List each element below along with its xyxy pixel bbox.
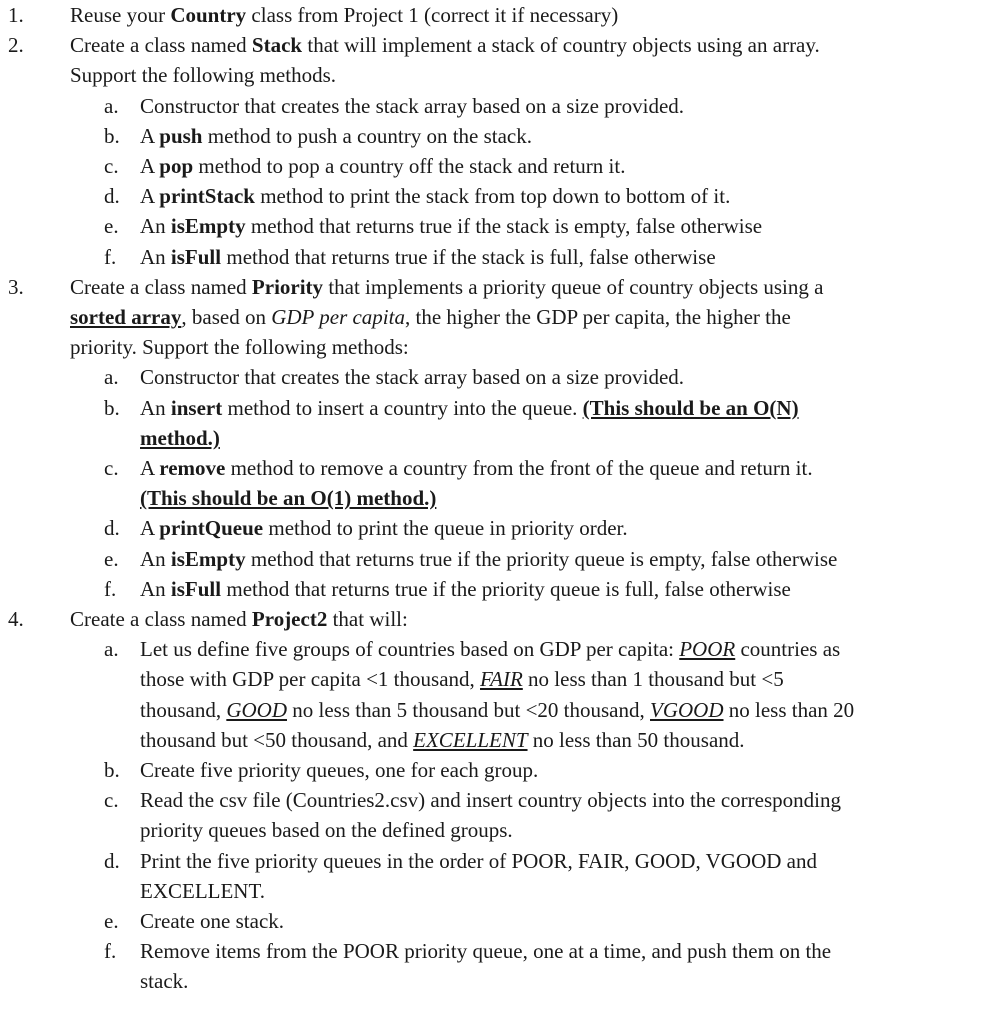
text-run: method to print the queue in priority order. xyxy=(263,516,628,541)
text-run: no less than 50 thousand. xyxy=(527,727,745,752)
line-text xyxy=(140,785,841,815)
text-run: method to remove a country from the front of the queue and return it. xyxy=(225,456,813,480)
text-run: Create a class named xyxy=(70,33,252,58)
text-run: Create one stack. xyxy=(140,909,285,933)
list-marker: a. xyxy=(104,365,119,390)
text-run: Constructor that creates the stack array based on a size provided. xyxy=(140,93,685,118)
text-run: thousand but <50 thousand, and xyxy=(140,727,414,752)
list-marker: e. xyxy=(104,214,119,239)
text-run: Read the csv file (Countries2.csv) and insert country objects into the corresponding xyxy=(140,788,841,813)
text-run: no less than 20 xyxy=(723,697,855,722)
line-text xyxy=(140,936,831,966)
list-marker: c. xyxy=(104,788,119,813)
text-run: priority. Support the following methods: xyxy=(70,335,409,360)
line-text xyxy=(140,755,538,785)
text-run: Reuse your xyxy=(70,3,171,27)
text-run: Create a class named xyxy=(70,274,252,299)
text-run: A xyxy=(140,516,160,541)
text-run: class from Project 1 (correct it if necessary) xyxy=(246,3,619,27)
text-run: that will implement a stack of country objects using an array. xyxy=(302,33,820,58)
line-text xyxy=(140,906,284,936)
bold-term: push xyxy=(159,123,203,148)
list-marker: f. xyxy=(104,939,117,964)
list-marker: 4. xyxy=(8,607,24,631)
line-text xyxy=(140,453,813,483)
bold-term: isFull xyxy=(170,576,222,601)
line-text xyxy=(70,0,618,30)
line-text xyxy=(140,513,628,543)
emphasis-note: (This should be an O(1) method.) xyxy=(140,486,437,511)
emphasis-note: (This should be an O(N) xyxy=(582,395,799,420)
line-text xyxy=(140,393,799,423)
text-run: method that returns true if the stack is full, false otherwise xyxy=(221,244,716,269)
line-text xyxy=(140,634,840,664)
line-text xyxy=(140,664,784,694)
line-text xyxy=(140,695,854,725)
text-run: method that returns true if the priority queue is empty, false otherwise xyxy=(245,546,838,571)
text-run: method that returns true if the priority queue is full, false otherwise xyxy=(221,576,791,601)
text-run: Create a class named xyxy=(70,607,252,631)
text-run: method to insert a country into the queue. xyxy=(222,395,583,420)
line-text xyxy=(140,242,716,272)
list-marker: d. xyxy=(104,184,120,209)
text-run: A xyxy=(140,456,160,480)
line-text xyxy=(140,846,817,876)
text-run: method to print the stack from top down to bottom of it. xyxy=(254,184,731,209)
list-marker: a. xyxy=(104,93,119,118)
bold-term: Priority xyxy=(251,274,324,299)
bold-term: pop xyxy=(159,154,194,178)
text-run: method to push a country on the stack. xyxy=(202,123,533,148)
list-marker: b. xyxy=(104,123,120,148)
line-text xyxy=(140,121,532,151)
line-text xyxy=(140,815,513,845)
list-marker: f. xyxy=(104,244,117,269)
text-run: Create five priority queues, one for each group. xyxy=(140,758,539,782)
line-text xyxy=(70,302,791,332)
bold-term: printStack xyxy=(159,184,255,209)
list-marker: e. xyxy=(104,546,119,571)
text-run: method that returns true if the stack is empty, false otherwise xyxy=(245,214,763,239)
text-run: A xyxy=(140,123,160,148)
bold-term: isFull xyxy=(170,244,222,269)
line-text xyxy=(140,966,188,996)
text-run: EXCELLENT. xyxy=(140,878,265,903)
list-marker: d. xyxy=(104,516,120,541)
list-marker: b. xyxy=(104,758,120,782)
emphasis-note: sorted array xyxy=(70,305,182,329)
emphasis-note: method.) xyxy=(140,425,220,450)
text-run: A xyxy=(140,184,160,209)
text-run: , based on xyxy=(181,305,272,329)
bold-term: isEmpty xyxy=(170,546,246,571)
text-run: An xyxy=(140,576,171,601)
text-run: method to pop a country off the stack and return it. xyxy=(193,154,626,178)
text-run: An xyxy=(140,244,171,269)
text-run: that will: xyxy=(327,607,408,631)
line-text xyxy=(70,30,820,60)
line-text xyxy=(140,483,436,513)
text-run: Print the five priority queues in the order of POOR, FAIR, GOOD, VGOOD and xyxy=(140,848,817,873)
line-text xyxy=(140,151,625,181)
text-run: those with GDP per capita <1 thousand, xyxy=(140,667,481,692)
line-text xyxy=(140,876,265,906)
list-marker: 2. xyxy=(8,33,24,58)
list-marker: f. xyxy=(104,576,117,601)
text-run: Support the following methods. xyxy=(70,63,336,88)
bold-term: Project2 xyxy=(251,607,328,631)
bold-term: Country xyxy=(170,3,247,27)
line-text xyxy=(70,604,408,634)
line-text xyxy=(140,423,220,453)
bold-term: isEmpty xyxy=(170,214,246,239)
line-text xyxy=(70,332,409,362)
list-marker: d. xyxy=(104,848,120,873)
line-text xyxy=(140,91,684,121)
list-marker: c. xyxy=(104,456,119,480)
text-run: Let us define five groups of countries based on GDP per capita: xyxy=(140,637,680,662)
text-run: no less than 1 thousand but <5 xyxy=(522,667,784,692)
text-run: A xyxy=(140,154,160,178)
line-text xyxy=(140,362,684,392)
group-name: POOR xyxy=(679,637,736,662)
text-run: Remove items from the POOR priority queue, one at a time, and push them on the xyxy=(140,939,832,964)
text-run: no less than 5 thousand but <20 thousand, xyxy=(287,697,650,722)
text-run: , the higher the GDP per capita, the higher the xyxy=(404,305,791,329)
line-text xyxy=(140,211,762,241)
line-text xyxy=(140,725,745,755)
text-run: countries as xyxy=(735,637,841,662)
text-run: priority queues based on the defined groups. xyxy=(140,818,513,843)
text-run: Constructor that creates the stack array based on a size provided. xyxy=(140,365,685,390)
line-text xyxy=(70,272,823,302)
text-run: thousand, xyxy=(140,697,227,722)
italic-term: GDP per capita xyxy=(271,305,405,329)
bold-term: printQueue xyxy=(159,516,264,541)
line-text xyxy=(140,181,730,211)
list-marker: e. xyxy=(104,909,119,933)
text-run: that implements a priority queue of country objects using a xyxy=(323,274,824,299)
group-name: FAIR xyxy=(480,667,523,692)
text-run: An xyxy=(140,546,171,571)
list-marker: 1. xyxy=(8,3,24,27)
bold-term: remove xyxy=(159,456,226,480)
list-marker: a. xyxy=(104,637,119,662)
group-name: VGOOD xyxy=(650,697,724,722)
line-text xyxy=(140,574,791,604)
list-marker: 3. xyxy=(8,274,24,299)
line-text xyxy=(140,544,837,574)
list-marker: b. xyxy=(104,395,120,420)
bold-term: Stack xyxy=(251,33,303,58)
group-name: EXCELLENT xyxy=(413,727,528,752)
text-run: stack. xyxy=(140,969,189,994)
list-marker: c. xyxy=(104,154,119,178)
text-run: An xyxy=(140,395,171,420)
line-text xyxy=(70,60,336,90)
text-run: An xyxy=(140,214,171,239)
bold-term: insert xyxy=(170,395,223,420)
group-name: GOOD xyxy=(226,697,287,722)
